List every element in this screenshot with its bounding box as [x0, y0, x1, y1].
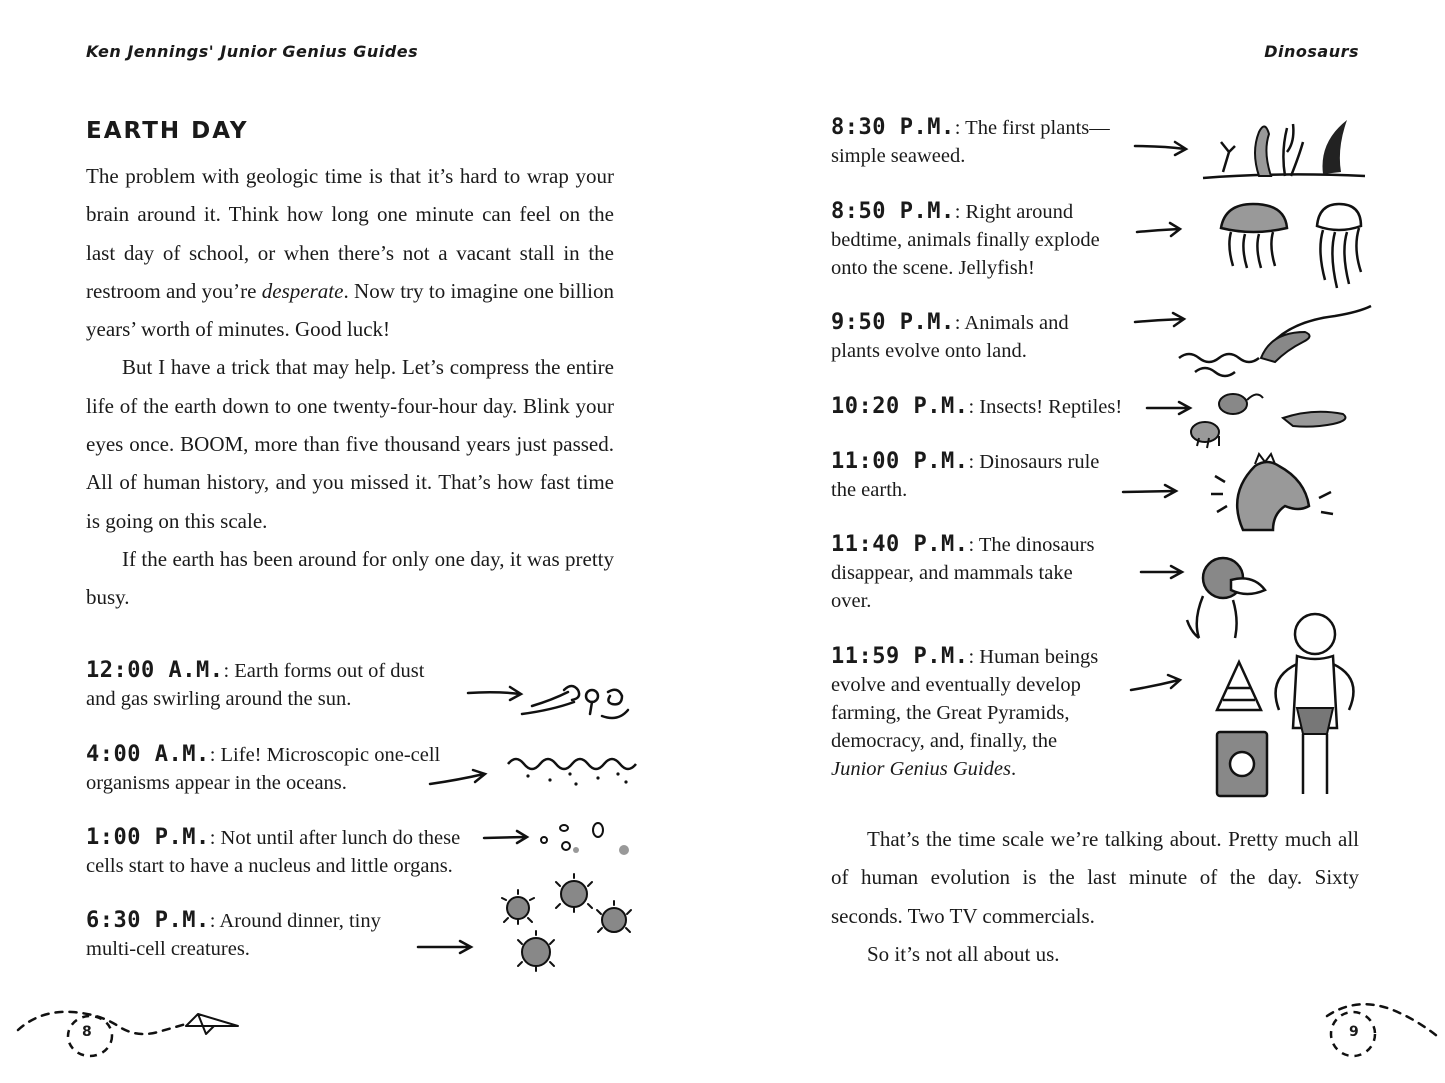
timeline-entry: 12:00 A.M.: Earth forms out of dust and gas swirling around the sun. [86, 658, 425, 710]
insect-reptile-icon [1183, 384, 1353, 454]
timeline-entry: 1:00 P.M.: Not until after lunch do these cells start to have a nucleus and little organs. [86, 825, 461, 877]
jellyfish-icon [1213, 198, 1373, 302]
paragraph-1: The problem with geologic time is that it’s hard to wrap your brain around it. Think how long one minute can feel on the last day of school, or when there’s not a vacant stall in the restroom and you’re desperate. Now try to imagine one billion years’ worth of minutes. Good luck! [86, 164, 615, 342]
page-number: 9 [1349, 1024, 1359, 1040]
timeline-entry: 9:50 P.M.: Animals and plants evolve onto land. [831, 310, 1069, 362]
arrow-icon [428, 768, 490, 792]
timeline-entry: 11:59 P.M.: Human beings evolve and eventually develop farming, the Great Pyramids, democracy, and, finally, the Junior Genius Guides. [831, 644, 1099, 780]
closing-paragraph-1: That’s the time scale we’re talking about. Pretty much all of human evolution is the last minute of the day. Sixty seconds. Two TV commercials. [831, 827, 1359, 928]
arrow-icon [1135, 220, 1185, 240]
seaweed-icon [1199, 112, 1369, 188]
timeline-entry: 4:00 A.M.: Life! Microscopic one-cell organisms appear in the oceans. [86, 742, 441, 794]
timeline-entry: 6:30 P.M.: Around dinner, tiny multi-cell creatures. [86, 908, 381, 960]
arrow-icon [482, 828, 532, 848]
paper-airplane-trail-icon [0, 996, 250, 1066]
running-head-left: Ken Jennings' Junior Genius Guides [86, 42, 419, 61]
arrow-icon [1121, 481, 1181, 501]
arrow-icon [1139, 562, 1187, 582]
dashed-trail-icon [1297, 996, 1445, 1066]
dust-swirl-icon [512, 680, 634, 724]
arrow-icon [1133, 138, 1193, 158]
page-number: 8 [82, 1024, 92, 1040]
timeline-entry: 8:30 P.M.: The first plants— simple seaweed. [831, 115, 1110, 167]
microbes-icon [496, 870, 636, 980]
closing-text [831, 820, 1359, 973]
timeline-entry: 11:00 P.M.: Dinosaurs rule the earth. [831, 449, 1100, 501]
timeline-entry: 10:20 P.M.: Insects! Reptiles! [831, 394, 1123, 419]
paragraph-2: But I have a trick that may help. Let’s compress the entire life of the earth down to one twenty-four-hour day. Blink your eyes once. BOOM, more than five thousand years just passed. All of human history, and you missed it. That’s how fast time is going on this scale. [86, 355, 614, 533]
dinosaur-icon [1209, 450, 1339, 540]
body-text [86, 157, 614, 617]
human-pyramid-book-icon [1187, 608, 1387, 804]
timeline-entry: 8:50 P.M.: Right around bedtime, animals finally explode onto the scene. Jellyfish! [831, 199, 1100, 279]
paragraph-3: If the earth has been around for only one day, it was pretty busy. [86, 546, 614, 610]
arrow-icon [416, 937, 476, 957]
left-page [0, 0, 722, 1083]
section-heading: EARTH DAY [86, 118, 249, 144]
closing-paragraph-2: So it’s not all about us. [867, 941, 1060, 966]
lungfish-shore-icon [1175, 302, 1375, 382]
timeline-entry: 11:40 P.M.: The dinosaurs disappear, and mammals take over. [831, 532, 1095, 612]
arrow-icon [1129, 672, 1185, 696]
cells-icon [536, 818, 636, 858]
running-head-right: Dinosaurs [1264, 42, 1359, 61]
ocean-waves-icon [506, 750, 646, 786]
right-page [723, 0, 1445, 1083]
